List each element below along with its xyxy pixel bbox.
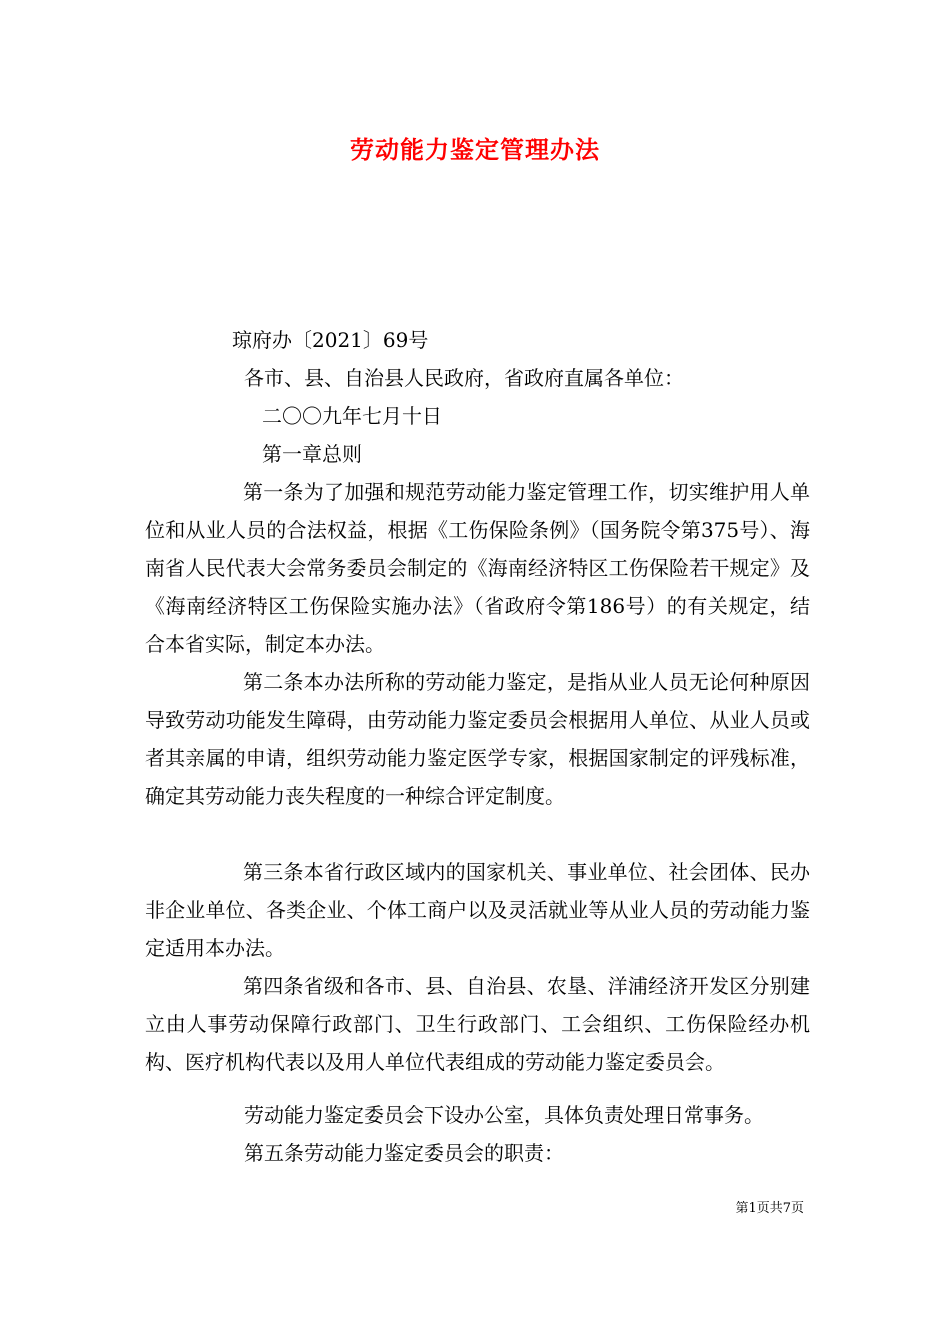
- article-5-heading: 第五条劳动能力鉴定委员会的职责：: [244, 1141, 564, 1165]
- article-3-paragraph: 第三条本省行政区域内的国家机关、事业单位、社会团体、民办非企业单位、各类企业、个体工商户以及灵活就业等从业人员的劳动能力鉴定适用本办法。: [145, 860, 810, 960]
- issue-date: 二〇〇九年七月十日: [262, 404, 442, 428]
- document-number: 琼府办〔2021〕69号: [232, 328, 429, 352]
- recipients-line: 各市、县、自治县人民政府，省政府直属各单位：: [244, 366, 684, 390]
- office-paragraph: 劳动能力鉴定委员会下设办公室，具体负责处理日常事务。: [244, 1103, 764, 1127]
- chapter-heading: 第一章总则: [262, 442, 362, 466]
- article-1-paragraph: 第一条为了加强和规范劳动能力鉴定管理工作，切实维护用人单位和从业人员的合法权益，根据《工伤保险条例》（国务院令第375号）、海南省人民代表大会常务委员会制定的《海南经济特区工伤保险若干规定》及《海南经济特区工伤保险实施办法》（省政府令第186号）的有关规定，结合本省实际，制定本办法。: [145, 480, 810, 656]
- article-4-paragraph: 第四条省级和各市、县、自治县、农垦、洋浦经济开发区分别建立由人事劳动保障行政部门、卫生行政部门、工会组织、工伤保险经办机构、医疗机构代表以及用人单位代表组成的劳动能力鉴定委员会。: [145, 974, 810, 1074]
- document-title: 劳动能力鉴定管理办法: [350, 136, 600, 164]
- page-number-footer: 第1页共7页: [735, 1201, 804, 1216]
- article-2-paragraph: 第二条本办法所称的劳动能力鉴定，是指从业人员无论何种原因导致劳动功能发生障碍，由劳动能力鉴定委员会根据用人单位、从业人员或者其亲属的申请，组织劳动能力鉴定医学专家，根据国家制定的评残标准，确定其劳动能力丧失程度的一种综合评定制度。: [145, 670, 810, 808]
